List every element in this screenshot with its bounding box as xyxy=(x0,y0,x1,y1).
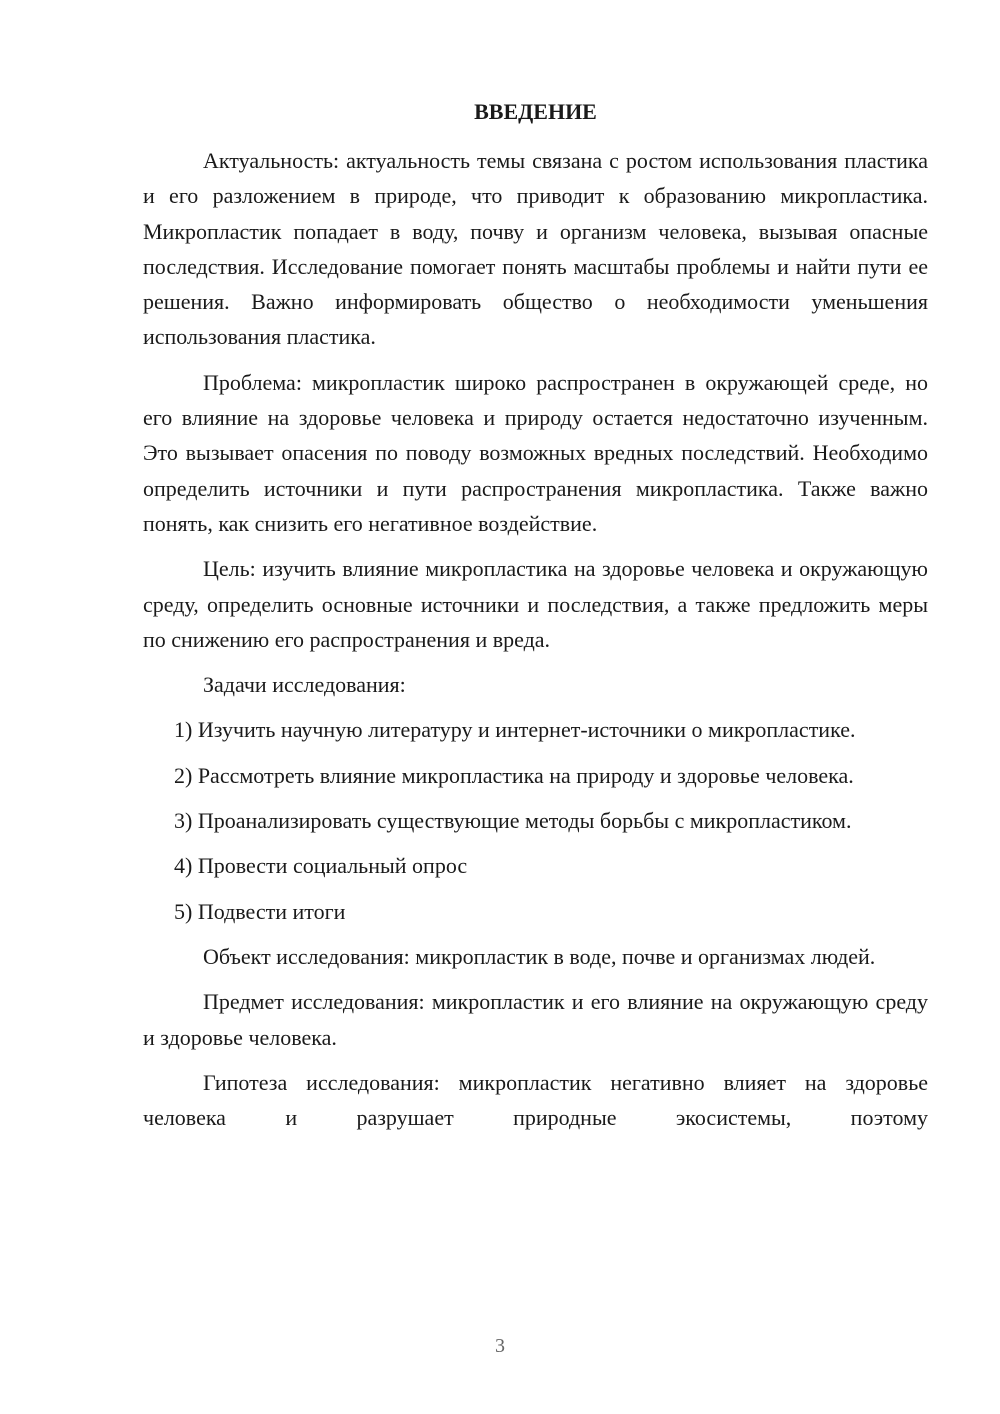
task-item-2: 2) Рассмотреть влияние микропластика на природу и здоровье человека. xyxy=(174,762,854,788)
task-item-1: 1) Изучить научную литературу и интернет-источники о микропластике. xyxy=(174,717,856,743)
task-item-4: 4) Провести социальный опрос xyxy=(174,853,468,879)
paragraph-relevance: Актуальность: актуальность темы связана с ростом использования пластика и его разложением в природе, что приводит к образованию микропластика. Микропластик попадает в воду, почву и организм человека, вызывая опасные последствия. Исследование помогает понять масштабы проблемы и найти пути ее решения. Важно информировать общество о необходимости уменьшения использования пластика. xyxy=(143,148,928,350)
paragraph-problem: Проблема: микропластик широко распространен в окружающей среде, но его влияние на здоровье человека и природу остается недостаточно изученным. Это вызывает опасения по поводу возможных вредных последствий. Необходимо определить источники и пути распространения микропластика. Также важно понять, как снизить его негативное воздействие. xyxy=(143,369,928,536)
paragraph-tasks-heading: Задачи исследования: xyxy=(203,672,406,698)
document-page xyxy=(143,94,928,1135)
paragraph-subject: Предмет исследования: микропластик и его влияние на окружающую среду и здоровье человека. xyxy=(143,989,928,1050)
page-number: 3 xyxy=(495,1335,505,1357)
paragraph-goal: Цель: изучить влияние микропластика на здоровье человека и окружающую среду, определить основные источники и последствия, а также предложить меры по снижению его распространения и вреда. xyxy=(143,556,928,652)
paragraph-hypothesis: Гипотеза исследования: микропластик негативно влияет на здоровье человека и разрушает природные экосистемы, поэтому xyxy=(143,1069,928,1131)
task-item-3: 3) Проанализировать существующие методы борьбы с микропластиком. xyxy=(174,808,852,834)
paragraph-object: Объект исследования: микропластик в воде, почве и организмах людей. xyxy=(203,943,876,969)
task-item-5: 5) Подвести итоги xyxy=(174,898,346,924)
section-title: ВВЕДЕНИЕ xyxy=(474,99,597,124)
